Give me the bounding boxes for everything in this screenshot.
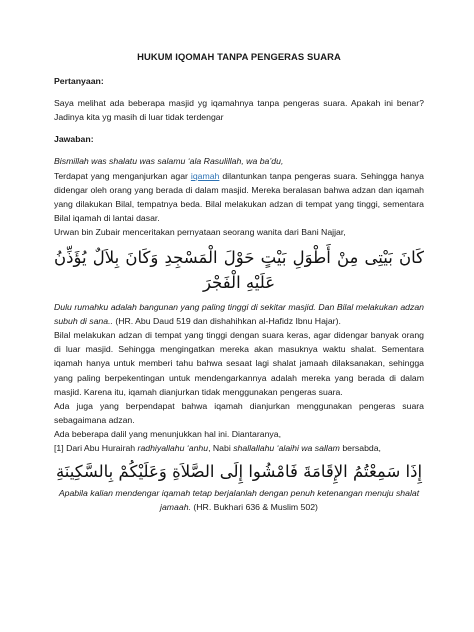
- paragraph-3: Bilal melakukan adzan di tempat yang tinggi dengan suara keras, agar didengar banyak orang di luar masjid. Sehingga mengingatkan mereka akan masuknya waktu shalat. Sementara iqamah hanya untuk memberi tahu bahwa sesaat lagi shalat jamaah dilaksanakan, sehingga yang paling berpekentingan untuk mendengarkannya adalah mereka yang berada di dalam masjid. Karena itu, iqamah dianjurkan tidak menggunakan pengeras suara.: [54, 330, 424, 397]
- question-heading: Pertanyaan:: [54, 76, 104, 87]
- paragraph-4: Ada juga yang berpendapat bahwa iqamah dianjurkan menggunakan pengeras suara sebagaimana adzan.: [54, 400, 424, 425]
- answer-heading: Jawaban:: [54, 134, 94, 145]
- paragraph-6: [54, 441, 424, 455]
- translation-1-reference: (HR. Abu Daud 519 dan dishahihkan al-Hafidz Ibnu Hajar).: [112, 316, 341, 327]
- arabic-text-2: إِذَا سَمِعْتُمُ الإِقَامَةَ فَامْشُوا إِلَى الصَّلاَةِ وَعَلَيْكُمْ بِالسَّكِينَةِ: [55, 462, 423, 482]
- paragraph-1-start: Terdapat yang menganjurkan agar: [54, 170, 191, 181]
- translation-2-reference: (HR. Bukhari 636 & Muslim 502): [190, 502, 318, 513]
- paragraph-1: [54, 169, 424, 225]
- document-title: HUKUM IQOMAH TANPA PENGERAS SUARA: [137, 51, 341, 62]
- paragraph-6-middle: , Nabi: [208, 442, 234, 453]
- question-text: Saya melihat ada beberapa masjid yg iqamahnya tanpa pengeras suara. Apakah ini benar? Jadinya kita yg masih di luar tidak terdengar: [54, 98, 424, 123]
- translation-1: [54, 300, 424, 328]
- translation-1-text: Dulu rumahku adalah bangunan yang paling tinggi di sekitar masjid. Dan Bilal melakukan adzan subuh di sana..: [54, 302, 424, 327]
- translation-2-text: Apabila kalian mendengar iqamah tetap berjalanlah dengan penuh ketenangan menuju shalat jamaah.: [58, 488, 420, 513]
- paragraph-6-honorific-2: shallallahu ‘alaihi wa sallam: [233, 442, 340, 453]
- arabic-text-1: كَانَ بَيْتِى مِنْ أَطْوَلِ بَيْتٍ حَوْلَ الْمَسْجِدِ وَكَانَ بِلاَلٌ يُؤَذِّنُ عَلَيْهِ الْفَجْرَ: [54, 248, 424, 293]
- paragraph-6-end: bersabda,: [339, 442, 381, 453]
- paragraph-1-end: dilantunkan tanpa pengeras suara. Sehingga hanya didengar oleh orang yang berada di dalam masjid. Mereka beralasan bahwa adzan dan iqamah yang dilakukan Bilal, tempatnya beda. Bilal melakukan adzan di tempat yang tinggi, sementara Bilal iqamah di lantai dasar.: [54, 170, 425, 223]
- paragraph-5: Ada beberapa dalil yang menunjukkan hal ini. Diantaranya,: [54, 428, 281, 439]
- iqamah-link[interactable]: iqamah: [190, 170, 220, 181]
- opening-greeting: Bismillah was shalatu was salamu ‘ala Rasulillah, wa ba’du,: [54, 156, 284, 167]
- document-body: [54, 50, 424, 514]
- translation-2: [54, 486, 424, 514]
- paragraph-6-honorific-1: radhiyallahu ‘anhu: [137, 442, 209, 453]
- paragraph-6-start: [1] Dari Abu Hurairah: [54, 442, 138, 453]
- paragraph-2: Urwan bin Zubair menceritakan pernyataan seorang wanita dari Bani Najjar,: [54, 226, 346, 237]
